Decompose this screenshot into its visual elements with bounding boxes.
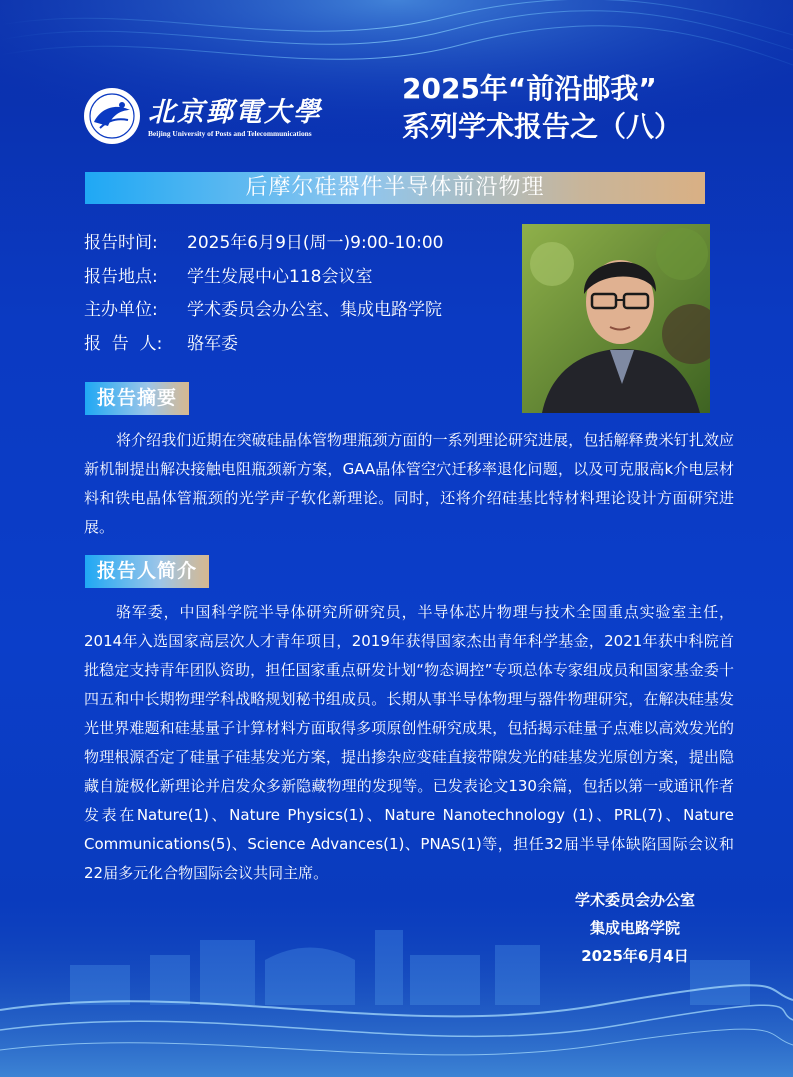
- time-value: 2025年6月9日(周一)9:00-10:00: [187, 233, 444, 253]
- abstract-heading: 报告摘要: [97, 387, 178, 409]
- speaker-photo: [522, 224, 710, 413]
- info-speaker: [84, 331, 238, 357]
- info-place: [84, 264, 372, 290]
- university-name-en: Beijing University of Posts and Telecommunications: [148, 129, 312, 138]
- signoff-org1: 学术委员会办公室: [574, 891, 695, 909]
- series-title-line2: 系列学术报告之（八）: [402, 110, 683, 143]
- talk-title: 后摩尔硅器件半导体前沿物理: [245, 175, 545, 200]
- university-name-cn: 北京郵電大學: [148, 97, 322, 128]
- bio-text: 骆军委，中国科学院半导体研究所研究员，半导体芯片物理与技术全国重点实验室主任，2014年入选国家高层次人才青年项目，2019年获得国家杰出青年科学基金，2021年获中科院首批稳定支持青年团队资助，担任国家重点研发计划“物态调控”专项总体专家组成员和国家基金委十四五和中长期物理学科战略规划秘书组成员。长期从事半导体物理与器件物理研究，在解决硅基发光世界难题和硅基量子计算材料方面取得多项原创性研究成果，包括揭示硅量子点难以高效发光的物理根源否定了硅量子硅基发光方案，提出掺杂应变硅直接带隙发光的硅基发光原创方案，提出隐藏自旋极化新理论并启发众多新隐藏物理的发现等。已发表论文130余篇，包括以第一或通讯作者发表在Nature(1)、Nature Physics(1)、Nature Nanotechnology (1)、PRL(7)、Nature Communications(5)、Science Advances(1)、PNAS(1)等，担任32届半导体缺陷国际会议和22届多元化合物国际会议共同主席。: [84, 603, 734, 882]
- signoff-org2: 集成电路学院: [589, 919, 680, 937]
- speaker-label: 报 告 人:: [84, 334, 163, 354]
- signoff: [540, 886, 730, 970]
- time-label: 报告时间:: [84, 233, 158, 253]
- speaker-value: 骆军委: [187, 334, 238, 354]
- place-label: 报告地点:: [84, 267, 158, 287]
- place-value: 学生发展中心118会议室: [187, 267, 373, 287]
- host-label: 主办单位:: [84, 300, 158, 320]
- signoff-date: 2025年6月4日: [581, 947, 689, 965]
- series-title-line1: 2025年“前沿邮我”: [402, 72, 657, 105]
- series-title: [402, 70, 762, 146]
- abstract-body: [84, 426, 734, 542]
- bio-body: [84, 598, 734, 888]
- host-value: 学术委员会办公室、集成电路学院: [187, 300, 442, 320]
- bio-heading: 报告人简介: [97, 560, 198, 582]
- abstract-text: 将介绍我们近期在突破硅晶体管物理瓶颈方面的一系列理论研究进展，包括解释费米钉扎效应新机制提出解决接触电阻瓶颈新方案，GAA晶体管空穴迁移率退化问题，以及可克服高k介电层材料和铁电晶体管瓶颈的光学声子软化新理论。同时，还将介绍硅基比特材料理论设计方面研究进展。: [84, 431, 734, 536]
- talk-title-banner: [85, 172, 705, 204]
- info-time: [84, 230, 443, 256]
- info-host: [84, 297, 442, 323]
- abstract-heading-tag: [85, 382, 189, 415]
- bio-heading-tag: [85, 555, 209, 588]
- speaker-portrait-icon: [522, 224, 710, 413]
- university-emblem-icon: [82, 86, 142, 146]
- university-logo: [82, 86, 322, 146]
